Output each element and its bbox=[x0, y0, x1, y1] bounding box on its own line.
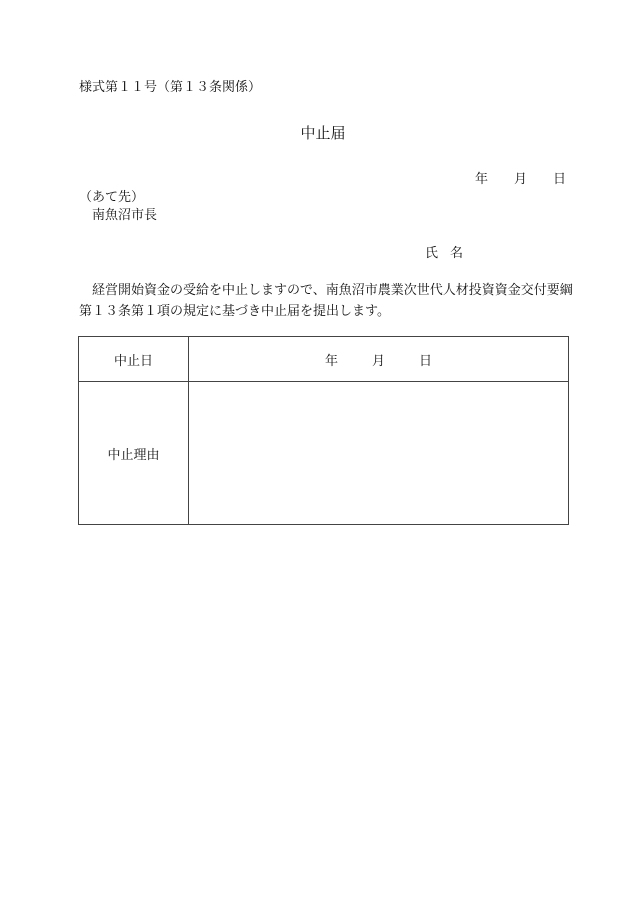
signer-name-line bbox=[425, 246, 463, 262]
addressee-label: （あて先） bbox=[79, 190, 145, 205]
date-day-label: 日 bbox=[552, 172, 566, 187]
stop-date-year-label: 年 bbox=[324, 353, 338, 369]
document-title: 中止届 bbox=[300, 124, 346, 142]
submission-date-line bbox=[475, 172, 566, 188]
signer-name-char: 名 bbox=[450, 246, 464, 261]
stop-date-month-label: 月 bbox=[371, 353, 385, 369]
stop-date-label: 中止日 bbox=[79, 337, 189, 382]
signer-surname-char: 氏 bbox=[425, 246, 439, 261]
body-paragraph bbox=[79, 280, 574, 322]
stop-reason-input[interactable] bbox=[189, 382, 568, 524]
form-table bbox=[78, 336, 569, 525]
stop-date-field[interactable] bbox=[189, 337, 569, 382]
stop-reason-cell bbox=[189, 382, 569, 525]
form-number: 様式第１１号（第１３条関係） bbox=[79, 80, 262, 95]
table-row-stop-date bbox=[79, 337, 569, 382]
addressee: 南魚沼市長 bbox=[92, 208, 158, 223]
date-month-label: 月 bbox=[513, 172, 527, 187]
body-text: 経営開始資金の受給を中止しますので、南魚沼市農業次世代人材投資資金交付要綱第１３条第１項の規定に基づき中止届を提出します。 bbox=[79, 283, 573, 319]
stop-date-day-label: 日 bbox=[419, 353, 433, 369]
stop-reason-label: 中止理由 bbox=[79, 382, 189, 525]
table-row-stop-reason bbox=[79, 382, 569, 525]
date-year-label: 年 bbox=[474, 172, 488, 187]
